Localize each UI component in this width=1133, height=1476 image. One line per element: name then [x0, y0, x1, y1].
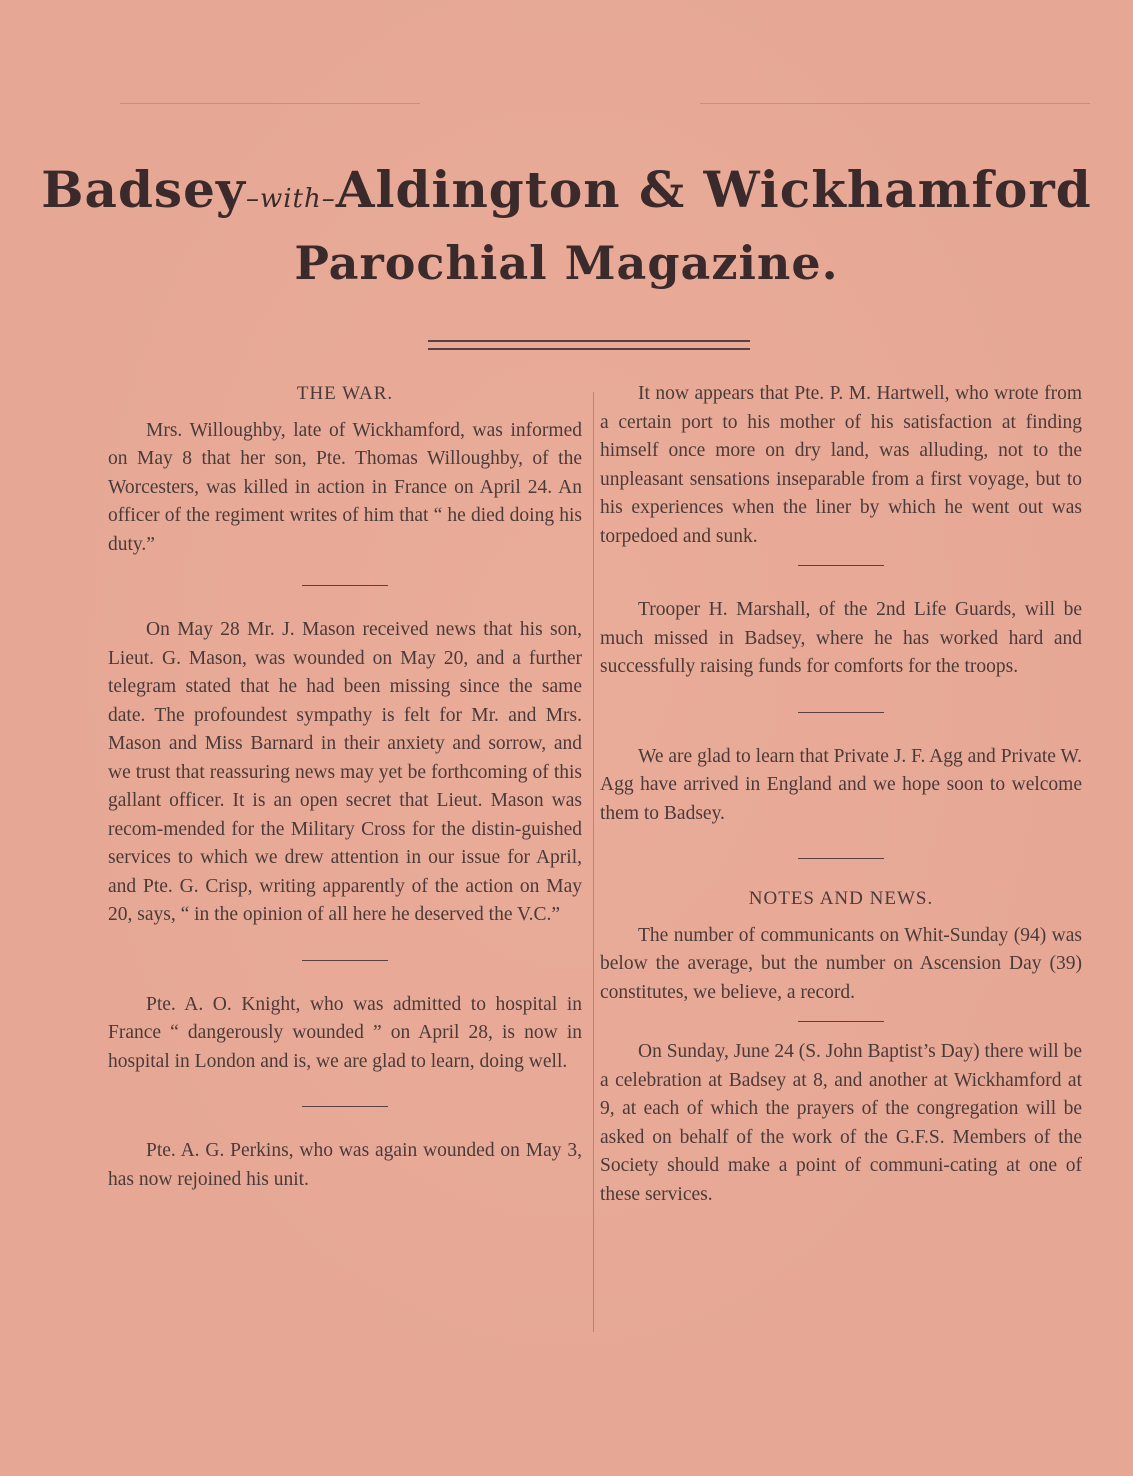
marshall-paragraph: Trooper H. Marshall, of the 2nd Life Guards, will be much missed in Badsey, where he has worked hard and successfully raising funds for comforts for the troops. [600, 599, 1082, 677]
masthead-double-rule [428, 340, 750, 350]
left-column [108, 380, 582, 1194]
war-heading: THE WAR. [296, 383, 394, 404]
faint-rule-left [120, 103, 420, 104]
masthead-badsey: Badsey [41, 160, 246, 219]
masthead-with: –with– [245, 184, 336, 214]
willoughby-paragraph: Mrs. Willoughby, late of Wickhamford, was informed on May 8 that her son, Pte. Thomas Willoughby, of the Worcesters, was killed in action in France on April 24. An officer of the regiment writes of him that “ he died doing his duty.” [108, 419, 582, 555]
masthead-line-2: Parochial Magazine. [294, 236, 839, 290]
perkins-paragraph: Pte. A. G. Perkins, who was again wounded on May 3, has now rejoined his unit. [108, 1140, 582, 1190]
communicants-paragraph: The number of communicants on Whit-Sunday (94) was below the average, but the number on Ascension Day (39) constitutes, we believe, a record. [600, 924, 1082, 1003]
mason-paragraph: On May 28 Mr. J. Mason received news that his son, Lieut. G. Mason, was wounded on May 20, and a further telegram stated that he had been missing since the same date. The profoundest sympathy is felt for Mr. and Mrs. Mason and Miss Barnard in their anxiety and sorrow, and we trust that reassuring news may yet be forthcoming of this gallant officer. It is an open secret that Lieut. Mason was recom-mended for the Military Cross for the distin-guished services to which we drew attention in our issue for April, and Pte. G. Crisp, writing apparently of the action on May 20, says, “ in the opinion of all here he deserved the V.C.” [108, 619, 582, 925]
faint-rule-right [700, 103, 1090, 104]
masthead-line-1 [0, 160, 1133, 219]
masthead-aldington-wickhamford: Aldington & Wickhamford [335, 160, 1092, 219]
notes-heading: NOTES AND NEWS. [748, 888, 934, 909]
agg-paragraph: We are glad to learn that Private J. F. Agg and Private W. Agg have arrived in England and we hope soon to welcome them to Badsey. [600, 745, 1082, 824]
column-divider [593, 392, 594, 1332]
june-celebration-paragraph: On Sunday, June 24 (S. John Baptist’s Day) there will be a celebration at Badsey at 8, and another at Wickhamford at 9, at each of which the prayers of the congregation will be asked on behalf of the work of the G.F.S. Members of the Society should make a point of communi-cating at one of these services. [600, 1041, 1082, 1205]
right-column [600, 380, 1082, 1209]
knight-paragraph: Pte. A. O. Knight, who was admitted to hospital in France “ dangerously wounded ” on April 28, is now in hospital in London and is, we are glad to learn, doing well. [108, 993, 582, 1072]
hartwell-paragraph: It now appears that Pte. P. M. Hartwell, who wrote from a certain port to his mother of his satisfaction at finding himself once more on dry land, was alluding, not to the unpleasant sensations inseparable from a first voyage, but to his experiences when the liner by which he went out was torpedoed and sunk. [600, 383, 1082, 547]
